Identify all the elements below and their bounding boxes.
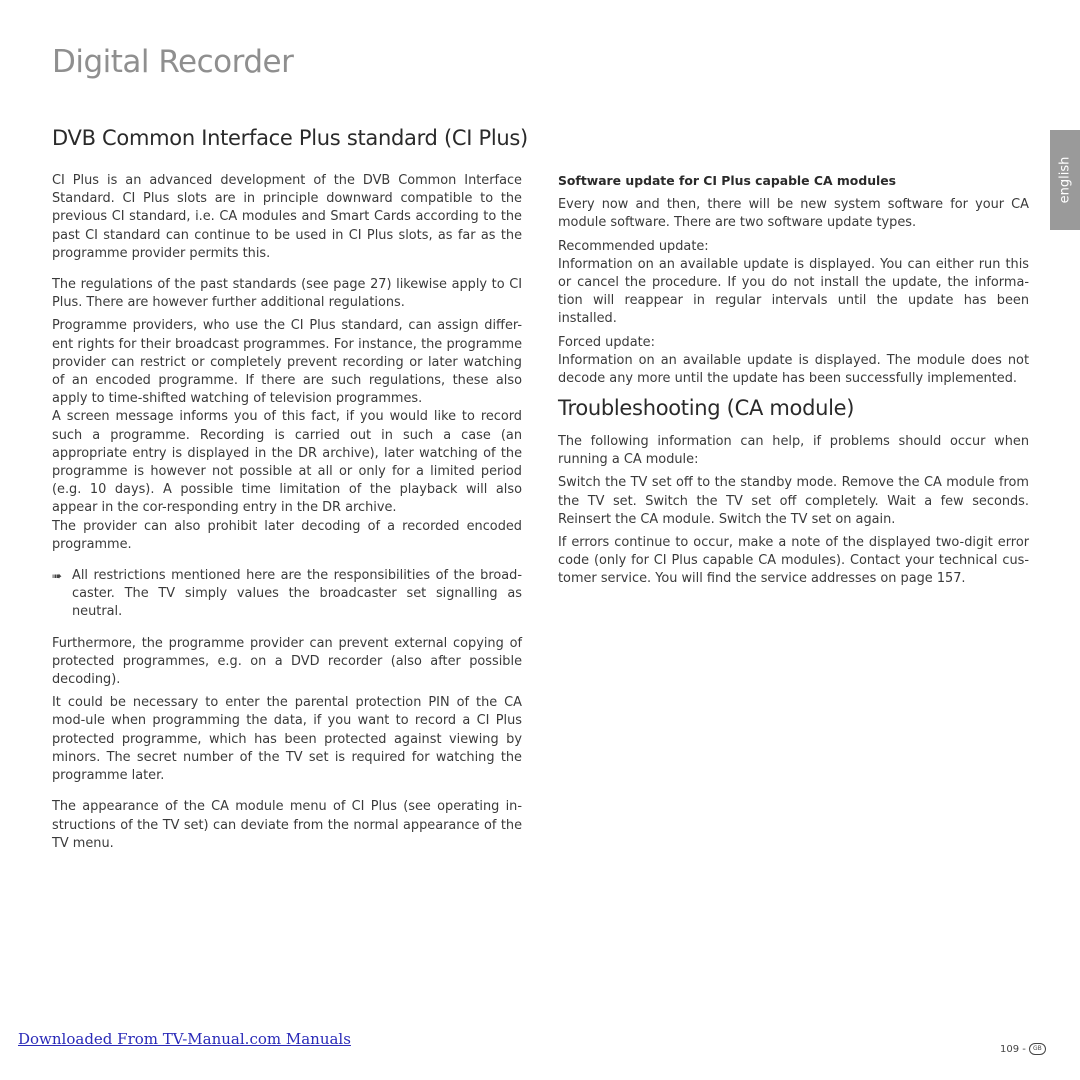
arrow-right-icon: ➠	[52, 569, 63, 584]
troubleshooting-column	[558, 433, 1029, 589]
ci-plus-paragraph: The regulations of the past standards (see page 27) likewise apply to CI Plus. There are however further additional regulations.	[52, 277, 522, 311]
language-tab-label: english	[1057, 156, 1073, 204]
note-text: All restrictions mentioned here are the responsibilities of the broad-caster. The TV simply values the broadcaster set signalling as neutral.	[72, 568, 522, 620]
ci-plus-paragraph: A screen message informs you of this fact, if you would like to record such a programme. Recording is carried out in such a case (an appropriate entry is displayed in the DR archive), later watching of the programme is however not possible at all or only for a limited period (e.g. 10 days). A possible time limitation of the playback will also appear in the cor-responding entry in the DR archive.	[52, 409, 522, 516]
ci-plus-column	[52, 172, 522, 853]
language-tab	[1050, 130, 1080, 230]
ci-plus-paragraph: The appearance of the CA module menu of CI Plus (see operating in-structions of the TV set) can deviate from the normal appearance of the TV menu.	[52, 799, 522, 851]
ci-plus-paragraph: It could be necessary to enter the parental protection PIN of the CA mod-ule when programming the data, if you want to record a CI Plus protected programme, which has been protected against viewing by minors. The secret number of the TV set is required for watching the programme later.	[52, 695, 522, 784]
troubleshooting-paragraph: The following information can help, if problems should occur when running a CA module:	[558, 434, 1029, 468]
ci-plus-paragraph: Furthermore, the programme provider can prevent external copying of protected programmes, e.g. on a DVD recorder (also after possible decoding).	[52, 635, 522, 688]
software-update-heading: Software update for CI Plus capable CA modules	[558, 173, 897, 188]
ci-plus-paragraph: The provider can also prohibit later decoding of a recorded encoded programme.	[52, 518, 522, 552]
troubleshooting-heading: Troubleshooting (CA module)	[558, 396, 855, 420]
troubleshooting-paragraph: Switch the TV set off to the standby mode. Remove the CA module from the TV set. Switch the TV set off completely. Wait a few seconds. Reinsert the CA module. Switch the TV set on again.	[558, 475, 1029, 527]
ci-plus-paragraph: Programme providers, who use the CI Plus standard, can assign differ-ent rights for their broadcast programmes. For instance, the programme provider can restrict or completely prevent recording or later watching of an encoded programme. If there are such regulations, these also apply to time-shifted watching of television programmes.	[52, 318, 522, 407]
forced-update-label: Forced update:	[558, 334, 655, 350]
software-update-column	[558, 172, 1029, 388]
recommended-update-label: Recommended update:	[558, 238, 709, 254]
troubleshooting-paragraph: If errors continue to occur, make a note of the displayed two-digit error code (only for CI Plus capable CA modules). Contact your technical cus-tomer service. You will find the service addresses on page 157.	[558, 535, 1029, 587]
page-number	[1000, 1043, 1046, 1055]
forced-update-text: Information on an available update is displayed. The module does not decode any more until the update has been successfully implemented.	[558, 352, 1029, 387]
ci-plus-paragraph: CI Plus is an advanced development of the DVB Common Interface Standard. CI Plus slots are in principle downward compatible to the previous CI standard, i.e. CA modules and Smart Cards according to the past CI standard can continue to be used in CI Plus slots, as far as the programme provider permits this.	[52, 173, 522, 261]
software-update-intro: Every now and then, there will be new system software for your CA module software. There are two software update types.	[558, 197, 1029, 231]
page-title: Digital Recorder	[52, 44, 294, 80]
note-item	[52, 567, 522, 622]
ci-plus-heading: DVB Common Interface Plus standard (CI Plus)	[52, 126, 528, 150]
footer-link[interactable]: Downloaded From TV-Manual.com Manuals	[18, 1030, 351, 1048]
country-badge: GB	[1029, 1043, 1046, 1055]
page-number-text: 109 -	[1000, 1043, 1026, 1055]
recommended-update-text: Information on an available update is displayed. You can either run this or cancel the procedure. If you do not install the update, the informa-tion will reappear in regular intervals until the update has been installed.	[558, 256, 1029, 327]
